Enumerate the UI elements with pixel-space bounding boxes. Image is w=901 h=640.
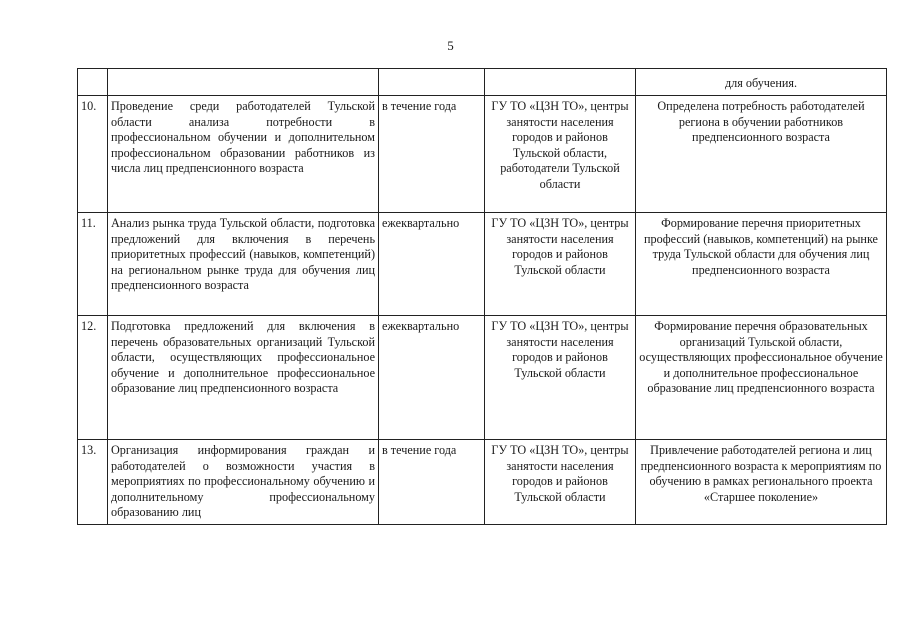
term-cell: в течение года bbox=[379, 440, 485, 525]
page-number: 5 bbox=[447, 38, 454, 53]
event-cell: Проведение среди работодателей Тульской области анализа потребности в профессиональном обучении и дополнительном профессиональном образовании работников из числа лиц предпенсионного возраста bbox=[108, 96, 379, 213]
term-cell: ежеквартально bbox=[379, 213, 485, 316]
result-cell: Формирование перечня образовательных организаций Тульской области, осуществляющих профессиональное обучение и дополнительное профессиональное образование лиц предпенсионного возраста bbox=[636, 316, 887, 440]
event-cell: Организация информирования граждан и работодателей о возможности участия в мероприятиях по профессиональному обучению и дополнительному профессиональному образованию лиц bbox=[108, 440, 379, 525]
executor-cell bbox=[485, 69, 636, 96]
term-cell bbox=[379, 69, 485, 96]
table-row bbox=[78, 69, 887, 96]
event-cell: Анализ рынка труда Тульской области, подготовка предложений для включения в перечень приоритетных профессий (навыков, компетенций) на региональном рынке труда для обучения лиц предпенсионного возраста bbox=[108, 213, 379, 316]
plan-table bbox=[77, 68, 887, 525]
table-row bbox=[78, 440, 887, 525]
row-number: 11. bbox=[78, 213, 108, 316]
executor-cell: ГУ ТО «ЦЗН ТО», центры занятости населения городов и районов Тульской области bbox=[485, 440, 636, 525]
table-row bbox=[78, 213, 887, 316]
event-cell bbox=[108, 69, 379, 96]
table-row bbox=[78, 316, 887, 440]
executor-cell: ГУ ТО «ЦЗН ТО», центры занятости населения городов и районов Тульской области, работодатели Тульской области bbox=[485, 96, 636, 213]
row-number: 13. bbox=[78, 440, 108, 525]
term-cell: ежеквартально bbox=[379, 316, 485, 440]
result-cell: Формирование перечня приоритетных профессий (навыков, компетенций) на рынке труда Тульской области для обучения лиц предпенсионного возраста bbox=[636, 213, 887, 316]
event-cell: Подготовка предложений для включения в перечень образовательных организаций Тульской области, осуществляющих профессиональное обучение и дополнительное профессиональное образование лиц предпенсионного возраста bbox=[108, 316, 379, 440]
result-cell: Привлечение работодателей региона и лиц предпенсионного возраста к мероприятиям по обучению в рамках регионального проекта «Старшее поколение» bbox=[636, 440, 887, 525]
num-cell bbox=[78, 69, 108, 96]
term-cell: в течение года bbox=[379, 96, 485, 213]
row-number: 12. bbox=[78, 316, 108, 440]
result-cell: для обучения. bbox=[636, 69, 887, 96]
executor-cell: ГУ ТО «ЦЗН ТО», центры занятости населения городов и районов Тульской области bbox=[485, 213, 636, 316]
result-cell: Определена потребность работодателей региона в обучении работников предпенсионного возраста bbox=[636, 96, 887, 213]
executor-cell: ГУ ТО «ЦЗН ТО», центры занятости населения городов и районов Тульской области bbox=[485, 316, 636, 440]
table-row bbox=[78, 96, 887, 213]
row-number: 10. bbox=[78, 96, 108, 213]
